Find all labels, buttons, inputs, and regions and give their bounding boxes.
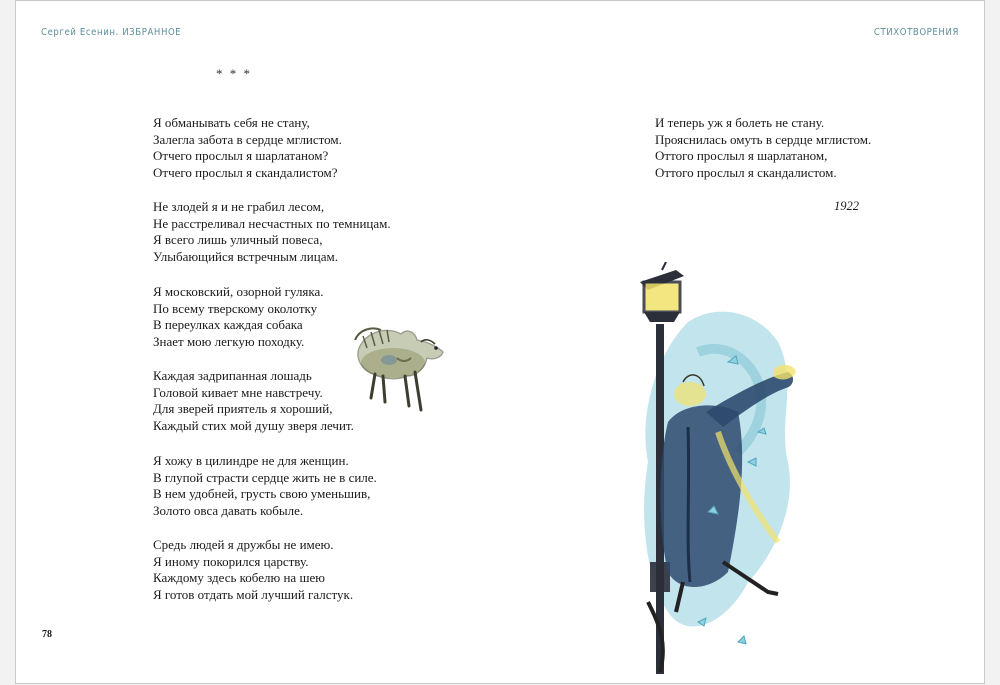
poem-line: Отчего прослыл я шарлатаном? — [153, 148, 329, 163]
poem-line: И теперь уж я болеть не стану. — [655, 115, 825, 130]
poem-line: Я хожу в цилиндре не для женщин. — [153, 453, 349, 468]
poem-separator: * * * — [216, 66, 252, 81]
poem-line: В глупой страсти сердце жить не в силе. — [153, 469, 377, 485]
poem-line: Для зверей приятель я хороший, — [153, 401, 333, 416]
stanza-2 — [153, 199, 391, 265]
poem-line: Каждая задрипанная лошадь — [153, 368, 312, 383]
dog-illustration — [341, 318, 447, 414]
poem-line: Не расстреливал несчастных по темницам. — [153, 215, 391, 231]
poem-line: В переулках каждая собака — [153, 317, 303, 332]
poem-line: Я московский, озорной гуляка. — [153, 284, 324, 299]
stanza-1 — [153, 115, 342, 181]
poem-year: 1922 — [834, 199, 859, 213]
poem-line: Каждому здесь кобелю на шею — [153, 570, 325, 585]
poem-line: Отчего прослыл я скандалистом? — [153, 164, 338, 180]
poem-line: Я обманывать себя не стану, — [153, 115, 310, 130]
header-section-title: СТИХОТВОРЕНИЯ — [873, 27, 959, 38]
stanza-4 — [153, 368, 354, 434]
poem-line: В нем удобней, грусть свою уменьшив, — [153, 486, 371, 501]
poem-line: Головой кивает мне навстречу. — [153, 384, 323, 400]
header-book-title: Сергей Есенин. ИЗБРАННОЕ — [41, 27, 182, 38]
poem-line: Улыбающийся встречным лицам. — [153, 248, 338, 264]
poem-line: Каждый стих мой душу зверя лечит. — [153, 417, 354, 433]
stanza-5 — [153, 453, 377, 519]
poem-line: Я иному покорился царству. — [153, 553, 309, 569]
poem-line: Прояснилась омуть в сердце мглистом. — [655, 131, 872, 147]
poem-line: Знает мою легкую походку. — [153, 333, 305, 349]
stanza-final — [655, 115, 871, 181]
poem-line: Золото овса давать кобыле. — [153, 502, 304, 518]
poem-line: Я всего лишь уличный повеса, — [153, 232, 323, 247]
poem-line: По всему тверскому околотку — [153, 300, 318, 316]
stanza-3 — [153, 284, 324, 350]
poem-line: Средь людей я дружбы не имею. — [153, 537, 334, 552]
poet-at-lamppost-illustration — [628, 262, 798, 684]
poem-line: Оттого прослыл я скандалистом. — [655, 164, 837, 180]
poem-line: Залегла забота в сердце мглистом. — [153, 131, 342, 147]
poem-line: Не злодей я и не грабил лесом, — [153, 199, 325, 214]
poem-line: Оттого прослыл я шарлатаном, — [655, 148, 828, 163]
poem-line: Я готов отдать мой лучший галстук. — [153, 586, 354, 602]
stanza-6 — [153, 537, 353, 603]
page-number: 78 — [42, 629, 52, 640]
